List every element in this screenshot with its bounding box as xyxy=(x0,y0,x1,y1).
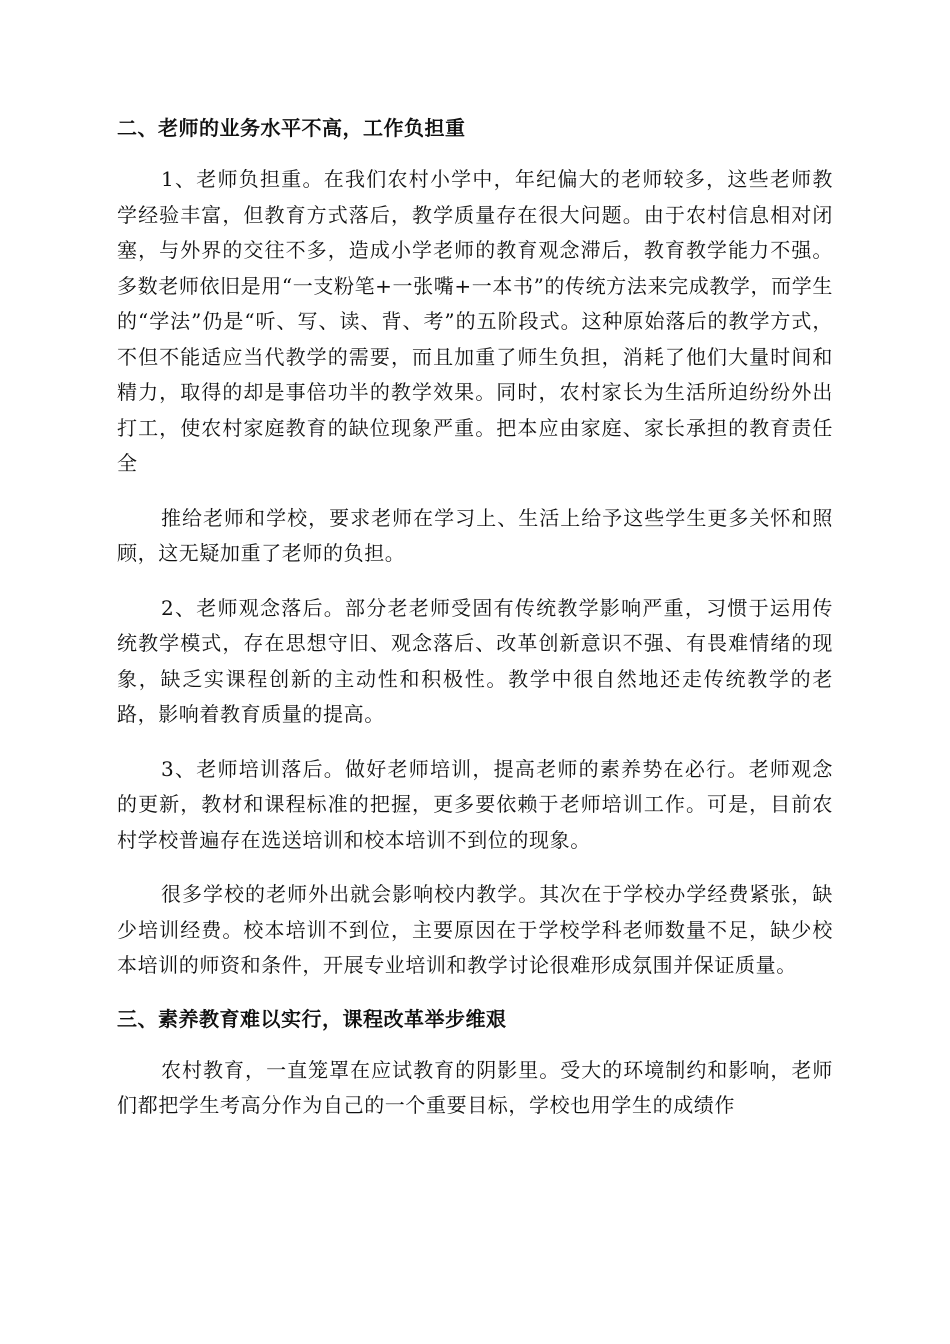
document-page xyxy=(117,112,833,1143)
paragraph-training-lag: 3、老师培训落后。做好老师培训，提高老师的素养势在必行。老师观念的更新，教材和课程标准的把握，更多要依赖于老师培训工作。可是，目前农村学校普遍存在选送培训和校本培训不到位的现象。 xyxy=(117,756,833,852)
paragraph-outdated-concepts: 2、老师观念落后。部分老老师受固有传统教学影响严重，习惯于运用传统教学模式，存在思想守旧、观念落后、改革创新意识不强、有畏难情绪的现象，缺乏实课程创新的主动性和积极性。教学中很自然地还走传统教学的老路，影响着教育质量的提高。 xyxy=(117,595,833,726)
paragraph-burden-continued: 推给老师和学校，要求老师在学习上、生活上给予这些学生更多关怀和照顾，这无疑加重了老师的负担。 xyxy=(117,505,833,565)
paragraph-exam-oriented: 农村教育，一直笼罩在应试教育的阴影里。受大的环境制约和影响，老师们都把学生考高分作为自己的一个重要目标，学校也用学生的成绩作 xyxy=(117,1057,833,1117)
paragraph-training-funding: 很多学校的老师外出就会影响校内教学。其次在于学校办学经费紧张，缺少培训经费。校本培训不到位，主要原因在于学校学科老师数量不足，缺少校本培训的师资和条件，开展专业培训和教学讨论很难形成氛围并保证质量。 xyxy=(117,882,833,977)
section-heading-2: 二、老师的业务水平不高，工作负担重 xyxy=(117,116,466,140)
paragraph-teacher-burden: 1、老师负担重。在我们农村小学中，年纪偏大的老师较多，这些老师教学经验丰富，但教育方式落后，教学质量存在很大问题。由于农村信息相对闭塞，与外界的交往不多，造成小学老师的教育观念滞后，教育教学能力不强。多数老师依旧是用“一支粉笔+一张嘴+一本书”的传统方法来完成教学，而学生的“学法”仍是“听、写、读、背、考”的五阶段式。这种原始落后的教学方式，不但不能适应当代教学的需要，而且加重了师生负担，消耗了他们大量时间和精力，取得的却是事倍功半的教学效果。同时，农村家长为生活所迫纷纷外出打工，使农村家庭教育的缺位现象严重。把本应由家庭、家长承担的教育责任全 xyxy=(117,167,833,475)
section-heading-3: 三、素养教育难以实行，课程改革举步维艰 xyxy=(117,1006,507,1031)
